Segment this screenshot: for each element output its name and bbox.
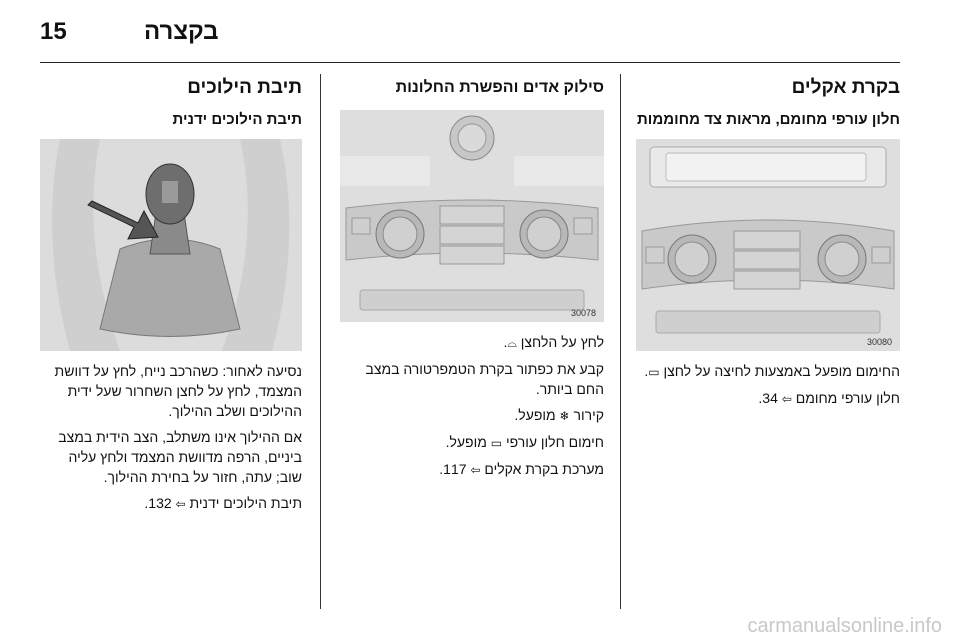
page-ref-arrow-icon: ⇦: [175, 497, 186, 511]
page-number: 15: [40, 18, 67, 45]
page-ref-arrow-icon: ⇦: [781, 392, 792, 406]
subheading-manual-transmission: תיבת הילוכים ידנית: [172, 111, 302, 128]
paragraph: [338, 405, 604, 426]
text-cooling-suffix: מופעל.: [514, 407, 556, 423]
column-climate: [636, 76, 900, 415]
reference-text: תיבת הילוכים ידנית: [189, 495, 302, 511]
reference-page: 34: [762, 390, 778, 406]
section-heading-transmission: תיבת הילוכים: [187, 77, 302, 98]
figure-climate-panel: [636, 139, 900, 351]
column-transmission: [40, 76, 302, 520]
paragraph-reference: תיבת הילוכים ידנית ⇦ 132.: [40, 493, 302, 514]
figure-id: 30078: [570, 308, 596, 318]
column-divider-right: [620, 74, 621, 609]
text-press-button: לחץ על הלחצן: [520, 334, 604, 350]
paragraph-reference: חלון עורפי מחומם ⇦ 34.: [636, 388, 900, 409]
rear-defrost-icon: ▭: [648, 365, 660, 379]
reference-text: מערכת בקרת אקלים: [484, 461, 604, 477]
paragraph-reference: מערכת בקרת אקלים ⇦ 117.: [338, 459, 604, 480]
header-rule: [40, 62, 900, 63]
paragraph: [338, 432, 604, 453]
defrost-panel-illustration: [340, 110, 604, 322]
section-heading-climate: בקרת אקלים: [791, 77, 900, 98]
figure-gear-shift: [40, 139, 302, 351]
figure-id: 30080: [866, 337, 892, 347]
section-heading-defrost: סילוק אדים והפשרת החלונות: [395, 79, 604, 96]
text-rear-heat: חימום חלון עורפי: [505, 434, 604, 450]
running-title: בקצרה: [144, 18, 219, 45]
text-heating-activation: החימום מופעל באמצעות לחיצה על לחצן: [663, 363, 900, 379]
paragraph: קבע את כפתור בקרת הטמפרטורה במצב החם ביותר.: [365, 361, 604, 397]
rear-defrost-icon: ▭: [490, 436, 503, 450]
paragraph-gear-not-engaging: אם ההילוך אינו משתלב, הצב הידית במצב ביניים, הרפה מדוושת המצמד ולחץ עליה שוב; עתה, חזור על בחירת ההילוך.: [58, 429, 302, 485]
paragraph: לחץ על הלחצן ⌓.: [338, 332, 604, 353]
column-defrost: [338, 76, 604, 486]
climate-panel-illustration: [636, 139, 900, 351]
text-rear-heat-suffix: מופעל.: [445, 434, 487, 450]
subheading-rear-window: חלון עורפי מחומם, מראות צד מחוממות: [637, 111, 900, 128]
reference-page: 132: [148, 495, 172, 511]
page-ref-arrow-icon: ⇦: [470, 463, 481, 477]
gear-shift-illustration: [40, 139, 302, 351]
reference-text: חלון עורפי מחומם: [795, 390, 900, 406]
page-header: [40, 14, 900, 50]
windshield-defrost-icon: ⌓: [507, 336, 517, 350]
text-cooling: קירור: [573, 407, 604, 423]
paragraph-reverse: נסיעה לאחור: כשהרכב נייח, לחץ על דוושת המצמד, לחץ על לחצן השחרור שעל ידית ההילוכים ושלב ההילוך.: [54, 363, 302, 419]
figure-defrost-panel: [340, 110, 604, 322]
watermark: carmanualsonline.info: [747, 615, 942, 637]
reference-page: 117: [443, 461, 467, 477]
snowflake-icon: ❄: [559, 409, 570, 423]
column-divider-left: [320, 74, 321, 609]
paragraph: החימום מופעל באמצעות לחיצה על לחצן ▭.: [636, 361, 900, 382]
